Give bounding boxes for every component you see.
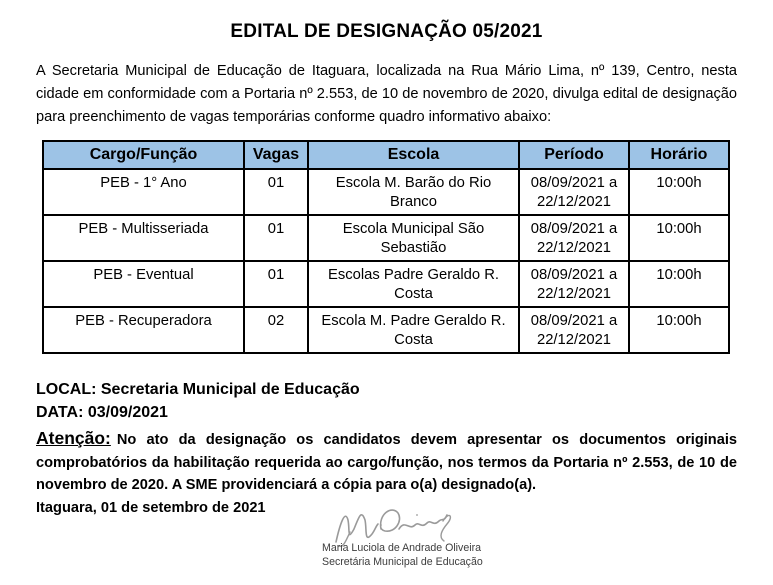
cell-horario: 10:00h [629,261,729,307]
column-header-cargo-funcao: Cargo/Função [43,141,244,169]
cell-vagas: 01 [244,215,308,261]
closing-line: Itaguara, 01 de setembro de 2021 [36,499,266,516]
cell-periodo: 08/09/2021 a 22/12/2021 [519,307,629,353]
cell-escola: Escolas Padre Geraldo R. Costa [308,261,519,307]
attention-paragraph [36,427,737,497]
cell-cargo: PEB - 1° Ano [43,169,244,215]
cell-vagas: 01 [244,169,308,215]
cell-cargo: PEB - Recuperadora [43,307,244,353]
page-title: EDITAL DE DESIGNAÇÃO 05/2021 [230,21,543,42]
attention-text: No ato da designação os candidatos devem apresentar os documentos originais comprobatórios da habilitação requerida ao cargo/função, nos termos da Portaria nº 2.553, de 10 de novembro de 2020. A SME providenciará a cópia para o(a) designado(a). [36,432,737,493]
column-header-escola: Escola [308,141,519,169]
cell-vagas: 02 [244,307,308,353]
attention-label: Atenção: [36,428,111,448]
signatory-role: Secretária Municipal de Educação [322,555,483,568]
cell-escola: Escola Municipal São Sebastião [308,215,519,261]
cell-periodo: 08/09/2021 a 22/12/2021 [519,261,629,307]
cell-vagas: 01 [244,261,308,307]
cell-escola: Escola M. Barão do Rio Branco [308,169,519,215]
table-header-row [43,141,729,169]
cell-periodo: 08/09/2021 a 22/12/2021 [519,215,629,261]
local-line: LOCAL: Secretaria Municipal de Educação [36,381,360,398]
cell-periodo: 08/09/2021 a 22/12/2021 [519,169,629,215]
cell-horario: 10:00h [629,307,729,353]
date-line: DATA: 03/09/2021 [36,404,168,421]
column-header-horario: Horário [629,141,729,169]
vacancies-table [42,140,730,354]
cell-horario: 10:00h [629,169,729,215]
intro-paragraph: A Secretaria Municipal de Educação de Itaguara, localizada na Rua Mário Lima, nº 139, Centro, nesta cidade em conformidade com a Portaria nº 2.553, de 10 de novembro de 2020, divulga edital de designação para preenchimento de vagas temporárias conforme quadro informativo abaixo: [36,63,737,125]
cell-horario: 10:00h [629,215,729,261]
table-row [43,215,729,261]
cell-cargo: PEB - Multisseriada [43,215,244,261]
table-row [43,169,729,215]
table-row [43,307,729,353]
cell-cargo: PEB - Eventual [43,261,244,307]
signature-block [318,500,508,569]
handwritten-signature-icon [330,500,456,548]
signatory-name: Maria Luciola de Andrade Oliveira [322,542,481,554]
column-header-vagas: Vagas [244,141,308,169]
column-header-periodo: Período [519,141,629,169]
cell-escola: Escola M. Padre Geraldo R. Costa [308,307,519,353]
table-row [43,261,729,307]
